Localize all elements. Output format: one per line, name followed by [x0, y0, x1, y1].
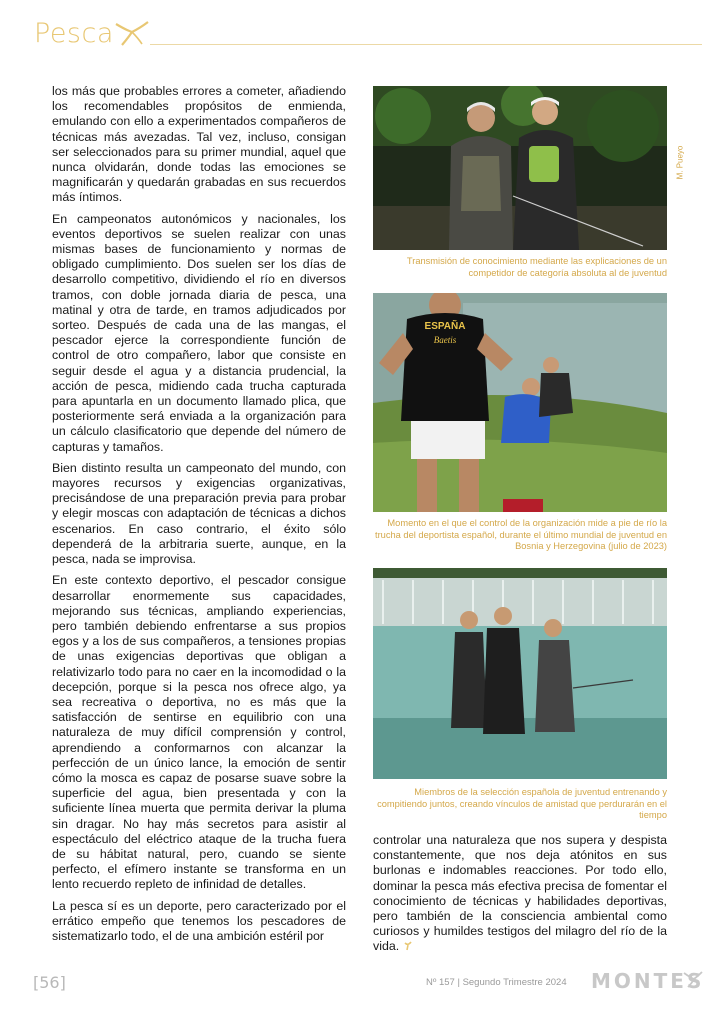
fly-logo-icon [112, 18, 150, 48]
brand-logo: MONTES [591, 969, 705, 993]
paragraph: controlar una naturaleza que nos supera y despista constantemente, que nos deja atónitos en sus burlonas e indomables reacciones. Por todo ello, dominar la pesca más efectiva precisa de fomentar el conocimiento de técnicas y habilidades deportivas, pero también de la consciencia ambiental como curiosos y humildes testigos del milagro del río de la vida. [373, 833, 667, 954]
section-title: Pesca [34, 18, 114, 49]
left-text-column [52, 84, 346, 950]
page-number: [56] [33, 973, 66, 992]
shirt-print-baetis: Baetis [433, 335, 457, 345]
issue-label: Nº 157 | Segundo Trimestre 2024 [426, 977, 567, 988]
paragraph: En campeonatos autonómicos y nacionales, los eventos deportivos se suelen realizar con unas mismas bases de funcionamiento y normas de obligado cumplimiento. Dos suelen ser los días de desarrollo competitivo, dividiendo el río en diversos tramos, con doble jornada diaria de pesca, una matinal y otra de tarde, en tramos adjudicados por sorteo. Después de cada una de las mangas, el pescador ejerce la correspondiente función de control de otro compañero, labor que consiste en seguir desde el agua y a distancia prudencial, la acción de pesca, midiendo cada trucha capturada para apuntarla en un documento llamado plica, que posteriormente será enviada a la organización para un cálculo clasificatorio que depende del número de capturas y tamaños. [52, 211, 346, 454]
photo-caption: Transmisión de conocimiento mediante las explicaciones de un competidor de categoría absoluta al de juventud [406, 256, 667, 278]
right-text-column [373, 833, 667, 955]
photo-measuring [373, 293, 667, 512]
end-mark-icon [403, 941, 413, 951]
photo-credit: M. Pueyo [675, 145, 685, 180]
paragraph: En este contexto deportivo, el pescador consigue desarrollar enormemente sus capacidades, mejorando sus técnicas, ampliando experiencias, pero también debiendo enfrentarse a sus propios egos y a los de sus compañeros, a tensiones propias de unas exigencias deportivas que obligan a relativizarlo todo para no caer en la incomodidad o la decepción, porque si la pesca nos ofrece algo, ya sea recreativa o deportiva, no es más que la satisfacción de sentirse en equilibrio con una naturaleza de muy difícil comprensión y control, aprendiendo a conformarnos con alcanzar la perfección de un único lance, la emoción de sentir cómo la mosca es capaz de posarse suave sobre la superficie del agua, bien presentada y con la suficiente línea muerta que permita derivar la pluma sin dragar. No hay más secretos para asistir al espectáculo del eléctrico ataque de la trucha fuera de su hábitat natural, pero, cuando se siente perfecto, el efímero instante se transforma en un lento recuerdo repleto de infinidad de detalles. [52, 573, 346, 892]
paragraph: La pesca sí es un deporte, pero caracterizado por el errático empeño que tenemos los pescadores de sistematizarlo todo, el de una ambición estéril por [52, 898, 346, 943]
photo-caption: Momento en el que el control de la organización mide a pie de río la trucha del deportista español, durante el último mundial de juventud en Bosnia y Herzegovina (julio de 2023) [374, 518, 667, 552]
paragraph: Bien distinto resulta un campeonato del mundo, con mayores recursos y exigencias organizativas, precisándose de una preparación previa para probar y elegir moscas con adaptación de técnicas a dichos escenarios. En caso contrario, el éxito sólo dependerá de la arbitraria suerte, aunque, en la pesca, nada se improvisa. [52, 460, 346, 567]
photo-mentoring [373, 86, 667, 250]
photo-team [373, 568, 667, 779]
paragraph: los más que probables errores a cometer, añadiendo los recomendables propósitos de enmienda, emulando con ello a experimentados compañeros de técnicas más avezadas. Tal vez, incluso, consigan ser seleccionados para su primer mundial, aquel que nunca olvidarán, donde todas las emociones se magnificarán y quedarán grabadas en sus recuerdos más íntimos. [52, 84, 346, 205]
photo-caption: Miembros de la selección española de juventud entrenando y compitiendo juntos, creando vínculos de amistad que perdurarán en el tiempo [377, 787, 667, 821]
shirt-print-espana: ESPAÑA [424, 321, 466, 332]
brand-fly-icon [682, 970, 704, 988]
page-header [34, 16, 704, 52]
header-rule [150, 44, 702, 45]
